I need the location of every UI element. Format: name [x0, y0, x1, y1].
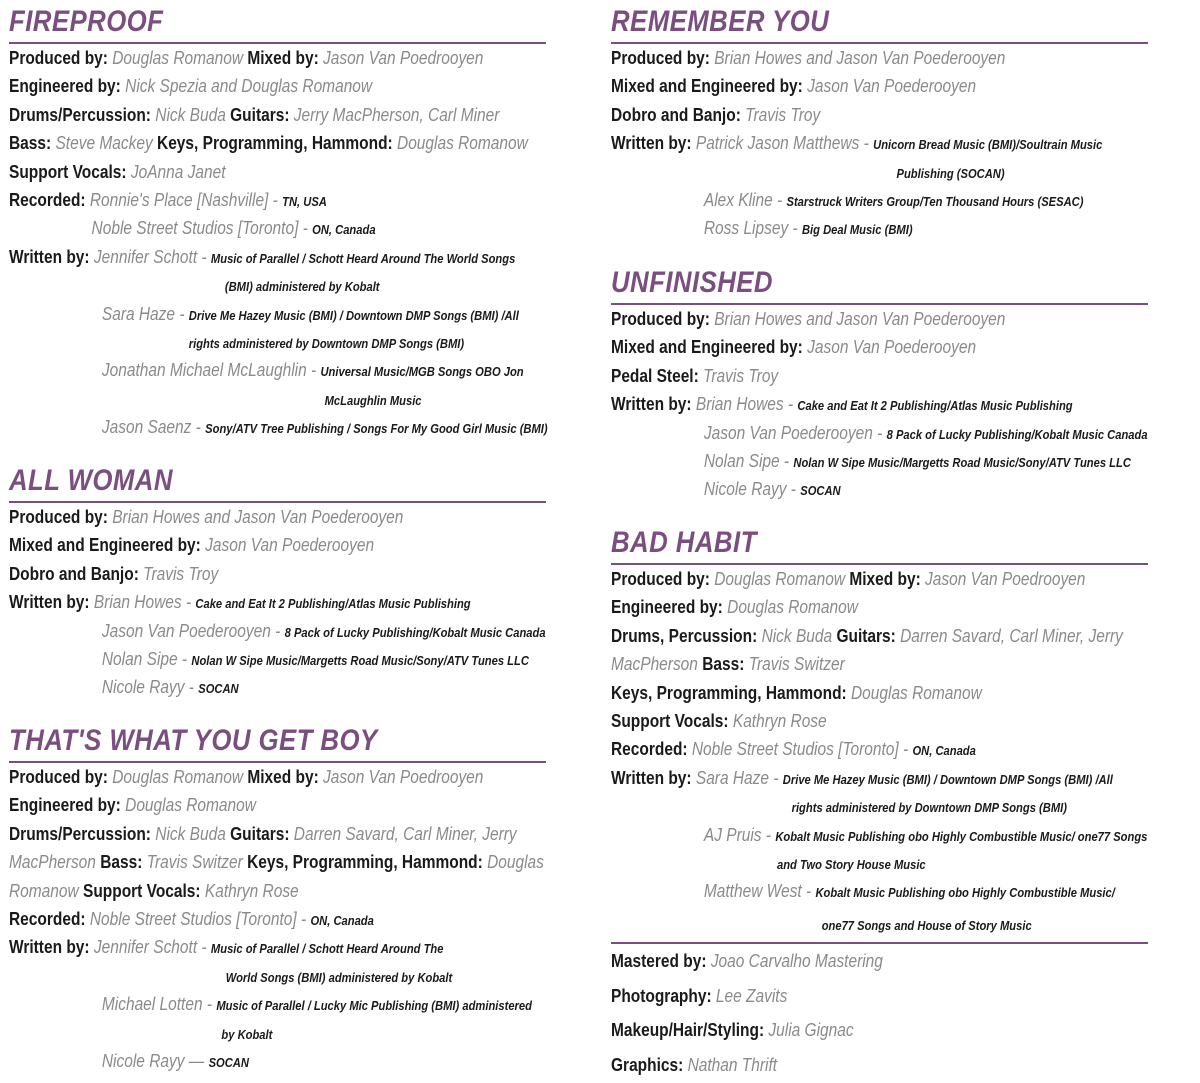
credit-line: Nicole Rayy - SOCAN — [703, 479, 841, 500]
credit-value: Nick Spezia and Douglas Romanow — [125, 76, 373, 97]
song-title: REMEMBER YOU — [611, 5, 830, 38]
writer-name: Matthew West — [703, 881, 802, 902]
writer-name: Jennifer Schott — [93, 246, 198, 267]
credit-label: Support Vocals: — [83, 880, 201, 901]
publisher: rights administered by Downtown DMP Songs (BMI) — [791, 800, 1067, 816]
credit-line: Written by: Brian Howes - Cake and Eat It 2 Publishing/Atlas Music Publishing — [9, 592, 471, 613]
credit-value: Jason Van Poedrooyen — [323, 48, 484, 68]
credit-label: Produced by: — [9, 767, 108, 787]
song-title: UNFINISHED — [611, 266, 773, 299]
credit-line: Sara Haze - Drive Me Hazey Music (BMI) / Downtown DMP Songs (BMI) /All — [101, 303, 519, 324]
credit-value: Jason Van Poedrooyen — [323, 767, 484, 787]
credit-value: Douglas Romanow — [714, 569, 846, 589]
credit-label: Engineered by: — [9, 76, 121, 97]
credit-value: Douglas Romanow — [112, 767, 244, 787]
credit-value: Julia Gignac — [768, 1020, 854, 1041]
publisher: Drive Me Hazey Music (BMI) / Downtown DMP Songs (BMI) /All — [782, 771, 1113, 787]
credit-label: Written by: — [611, 133, 692, 154]
credit-label: Guitars: — [230, 104, 290, 125]
credit-value: Joao Carvalho Mastering — [710, 951, 883, 971]
publisher: SOCAN — [208, 1054, 249, 1070]
writer-name: AJ Pruis — [703, 824, 762, 845]
writer-name: Nicole Rayy — [101, 1050, 185, 1071]
credit-value: Douglas Romanow — [112, 48, 244, 68]
credit-line — [611, 305, 1110, 333]
credit-value: Douglas Romanow — [125, 795, 256, 816]
credit-line — [611, 44, 1110, 72]
publisher: by Kobalt — [221, 1026, 273, 1042]
credit-line — [611, 944, 1110, 979]
credit-label: Mixed and Engineered by: — [611, 76, 803, 97]
credit-value: Darren Savard, Carl Miner, Jerry — [900, 625, 1123, 646]
publisher: one77 Songs and House of Story Music — [821, 917, 1032, 933]
credit-line — [9, 328, 499, 356]
credit-value: Travis Troy — [703, 365, 779, 386]
credit-value: Nick Buda — [155, 823, 226, 844]
credit-value: Nick Buda — [761, 625, 833, 646]
writer-name: Jennifer Schott — [93, 937, 198, 958]
credit-line — [611, 1013, 1110, 1048]
writer-name: Nicole Rayy — [101, 677, 185, 698]
credit-line: Jason Van Poederooyen - 8 Pack of Lucky Publishing/Kobalt Music Canada — [703, 422, 1148, 443]
credit-label: Makeup/Hair/Styling: — [611, 1020, 765, 1041]
credit-label: Mixed by: — [247, 48, 319, 68]
publisher: Sony/ATV Tree Publishing / Songs For My Good Girl Music (BMI) — [205, 421, 548, 437]
credit-label: Keys, Programming, Hammond: — [157, 133, 393, 154]
location: ON, Canada — [912, 743, 976, 759]
credit-value: Steve Mackey — [55, 133, 153, 154]
credit-label: Written by: — [9, 592, 90, 613]
credit-value: Jerry MacPherson, Carl Miner — [293, 104, 500, 125]
credit-label: Mixed and Engineered by: — [9, 535, 201, 556]
credit-value: Ronnie's Place [Nashville] — [89, 189, 269, 210]
credit-value: Travis Switzer — [146, 852, 243, 873]
credit-value: Romanow — [9, 880, 79, 901]
song-unfinished — [611, 263, 1191, 504]
location: ON, Canada — [310, 912, 374, 928]
publisher: Music of Parallel / Lucky Mic Publishing (BMI) administered — [216, 998, 532, 1014]
credit-label: Produced by: — [9, 507, 108, 527]
publisher: Drive Me Hazey Music (BMI) / Downtown DMP Songs (BMI) /All — [188, 307, 519, 323]
writer-name: Jason Van Poederooyen — [703, 422, 873, 443]
credit-value: Kathryn Rose — [204, 880, 299, 901]
publisher: Unicorn Bread Music (BMI)/Soultrain Music — [873, 137, 1103, 153]
credit-label: Dobro and Banjo: — [611, 104, 741, 125]
publisher: Music of Parallel / Schott Heard Around The — [210, 941, 444, 957]
album-credits — [611, 944, 1191, 1083]
credit-label: Support Vocals: — [9, 161, 127, 182]
publisher: Publishing (SOCAN) — [896, 165, 1005, 181]
publisher: Kobalt Music Publishing obo Highly Combustible Music/ — [815, 885, 1115, 901]
credit-value: Brian Howes and Jason Van Poederooyen — [112, 507, 404, 527]
credit-label: Keys, Programming, Hammond: — [247, 852, 483, 873]
credit-label: Written by: — [611, 394, 692, 415]
writer-name: Michael Lotten — [101, 994, 203, 1015]
credit-line — [611, 1048, 1110, 1083]
credit-line — [611, 158, 1110, 186]
credit-line — [9, 848, 544, 876]
credit-line: Alex Kline - Starstruck Writers Group/Ten Thousand Hours (SESAC) — [703, 189, 1084, 210]
publisher: World Songs (BMI) administered by Kobalt — [225, 969, 453, 985]
credit-value: Kathryn Rose — [732, 710, 827, 731]
credit-line — [9, 820, 517, 848]
credit-line: Recorded: Ronnie's Place [Nashville] - TN, USA — [9, 189, 327, 210]
credit-value: Brian Howes and Jason Van Poederooyen — [714, 309, 1006, 329]
credit-line: Recorded: Noble Street Studios [Toronto] - ON, Canada — [9, 908, 374, 929]
credit-line — [611, 333, 1110, 361]
song-title: ALL WOMAN — [9, 464, 173, 497]
credit-line: Nolan Sipe - Nolan W Sipe Music/Margetts Road Music/Sony/ATV Tunes LLC — [101, 648, 529, 669]
credit-label: Bass: — [702, 654, 745, 675]
location: TN, USA — [282, 193, 327, 209]
publisher: SOCAN — [800, 483, 841, 499]
credit-value: MacPherson — [611, 654, 698, 675]
credit-label: Graphics: — [611, 1055, 684, 1076]
publisher: Universal Music/MGB Songs OBO Jon — [320, 364, 524, 380]
credit-value: JoAnna Janet — [130, 161, 226, 182]
credit-line: Written by: Brian Howes - Cake and Eat It 2 Publishing/Atlas Music Publishing — [611, 394, 1073, 415]
publisher: 8 Pack of Lucky Publishing/Kobalt Music Canada — [284, 624, 546, 640]
credit-line: AJ Pruis - Kobalt Music Publishing obo Highly Combustible Music/ one77 Songs — [703, 824, 1148, 845]
song-bad-habit — [611, 523, 1191, 944]
credit-line: Recorded: Noble Street Studios [Toronto] - ON, Canada — [611, 739, 976, 760]
writer-name: Sara Haze — [695, 767, 770, 788]
credit-line — [611, 72, 1110, 100]
credit-line: Jason Saenz - Sony/ATV Tree Publishing / Songs For My Good Girl Music (BMI) — [101, 417, 548, 438]
song-fireproof — [9, 2, 579, 441]
publisher: 8 Pack of Lucky Publishing/Kobalt Music Canada — [886, 426, 1148, 442]
publisher: rights administered by Downtown DMP Songs (BMI) — [188, 335, 465, 351]
credit-label: Mixed by: — [849, 569, 921, 589]
credit-line: Written by: Jennifer Schott - Music of Parallel / Schott Heard Around The — [9, 937, 444, 958]
credit-value: Noble Street Studios [Toronto] — [691, 739, 899, 760]
credit-line — [9, 129, 528, 157]
publisher: Kobalt Music Publishing obo Highly Combustible Music/ one77 Songs — [775, 828, 1148, 844]
credit-line — [9, 1019, 499, 1047]
credit-value: Darren Savard, Carl Miner, Jerry — [293, 823, 517, 844]
credit-line — [9, 560, 499, 588]
song-title: FIREPROOF — [9, 5, 164, 38]
writer-name: Brian Howes — [93, 592, 182, 613]
credit-value: Brian Howes and Jason Van Poederooyen — [714, 48, 1006, 68]
credit-line: Noble Street Studios [Toronto] - ON, Canada — [91, 218, 376, 239]
credit-line: Nolan Sipe - Nolan W Sipe Music/Margetts Road Music/Sony/ATV Tunes LLC — [703, 450, 1131, 471]
credit-value: Jason Van Poederooyen — [205, 535, 375, 556]
credit-label: Engineered by: — [9, 795, 121, 816]
credit-label: Produced by: — [611, 48, 710, 68]
credit-label: Mastered by: — [611, 951, 707, 971]
credit-label: Recorded: — [9, 908, 86, 929]
credit-value: MacPherson — [9, 852, 96, 873]
song-title: BAD HABIT — [611, 526, 757, 559]
writer-name: Patrick Jason Matthews — [695, 133, 860, 154]
credit-line — [9, 531, 499, 559]
publisher: Nolan W Sipe Music/Margetts Road Music/Sony/ATV Tunes LLC — [191, 652, 529, 668]
credit-line: Nicole Rayy — SOCAN — [101, 1050, 249, 1071]
credit-line: Written by: Sara Haze - Drive Me Hazey Music (BMI) / Downtown DMP Songs (BMI) /All — [611, 767, 1113, 788]
credit-label: Mixed and Engineered by: — [611, 337, 803, 358]
credit-line — [9, 763, 499, 791]
credit-label: Bass: — [100, 852, 143, 873]
credit-line — [9, 101, 499, 129]
writer-name: Alex Kline — [703, 189, 773, 210]
credit-line: Written by: Jennifer Schott - Music of Parallel / Schott Heard Around The World Songs — [9, 246, 516, 267]
publisher: Cake and Eat It 2 Publishing/Atlas Music Publishing — [797, 398, 1073, 414]
credit-line — [9, 877, 499, 905]
song-title: THAT'S WHAT YOU GET BOY — [9, 724, 378, 757]
credit-value: Noble Street Studios [Toronto] — [89, 908, 297, 929]
credit-label: Mixed by: — [247, 767, 319, 787]
song-all-woman — [9, 461, 579, 702]
credit-label: Written by: — [9, 937, 90, 958]
credit-line — [9, 271, 499, 299]
writer-name: Nolan Sipe — [101, 648, 178, 669]
publisher: and Two Story House Music — [776, 856, 926, 872]
credit-line — [611, 650, 1110, 678]
location: ON, Canada — [312, 222, 376, 238]
credit-label: Guitars: — [230, 823, 290, 844]
credit-value: Travis Switzer — [748, 654, 845, 675]
credit-label: Written by: — [611, 767, 692, 788]
credit-label: Bass: — [9, 133, 52, 154]
credit-line: Written by: Patrick Jason Matthews - Unicorn Bread Music (BMI)/Soultrain Music — [611, 133, 1103, 154]
writer-name: Jonathan Michael McLaughlin — [101, 360, 307, 381]
credit-label: Photography: — [611, 985, 712, 1006]
credit-line — [9, 791, 499, 819]
credit-label: Produced by: — [611, 569, 710, 589]
credit-value: Douglas Romanow — [727, 597, 858, 618]
credit-line — [611, 979, 1110, 1014]
credit-line — [611, 101, 1110, 129]
credit-label: Drums/Percussion: — [9, 823, 151, 844]
credit-label: Pedal Steel: — [611, 365, 699, 386]
credit-line — [611, 565, 1110, 593]
publisher: Starstruck Writers Group/Ten Thousand Hours (SESAC) — [786, 193, 1084, 209]
credit-line — [9, 44, 499, 72]
credit-label: Keys, Programming, Hammond: — [611, 682, 847, 703]
credit-value: Jason Van Poederooyen — [807, 76, 977, 97]
credit-line: Michael Lotten - Music of Parallel / Lucky Mic Publishing (BMI) administered — [101, 994, 532, 1015]
credit-value: Jason Van Poedrooyen — [925, 569, 1086, 589]
credit-value: Nick Buda — [155, 104, 226, 125]
publisher: Big Deal Music (BMI) — [801, 222, 913, 238]
credit-value: Travis Troy — [745, 104, 821, 125]
publisher: (BMI) administered by Kobalt — [224, 279, 380, 295]
credit-value: Douglas Romanow — [397, 133, 528, 154]
credit-line — [611, 362, 1110, 390]
credit-line: Nicole Rayy - SOCAN — [101, 677, 239, 698]
credit-value: Douglas — [487, 852, 544, 873]
publisher: Nolan W Sipe Music/Margetts Road Music/Sony/ATV Tunes LLC — [793, 454, 1131, 470]
credit-line — [9, 72, 499, 100]
publisher: Cake and Eat It 2 Publishing/Atlas Music Publishing — [195, 596, 471, 612]
song-remember-you — [611, 2, 1191, 243]
writer-name: Nicole Rayy — [703, 479, 787, 500]
credit-value: Noble Street Studios [Toronto] — [91, 218, 299, 239]
credit-line — [611, 849, 1110, 877]
credit-label: Recorded: — [611, 739, 688, 760]
credit-line: Jonathan Michael McLaughlin - Universal Music/MGB Songs OBO Jon — [101, 360, 524, 381]
credit-line — [9, 962, 499, 990]
credit-line — [9, 158, 499, 186]
credit-value: Nathan Thrift — [687, 1055, 778, 1076]
credit-line — [9, 385, 499, 413]
credit-line: Ross Lipsey - Big Deal Music (BMI) — [703, 218, 913, 239]
credit-label: Engineered by: — [611, 597, 723, 618]
credit-label: Drums, Percussion: — [611, 625, 758, 646]
song-thats-what-you-get-boy — [9, 721, 579, 1075]
credit-value: Lee Zavits — [715, 985, 788, 1006]
credit-line — [611, 906, 1110, 942]
credit-line — [9, 503, 499, 531]
credit-label: Produced by: — [611, 309, 710, 329]
writer-name: Ross Lipsey — [703, 218, 789, 239]
credit-line — [611, 792, 1110, 820]
credit-line — [611, 622, 1123, 650]
writer-name: Jason Van Poederooyen — [101, 620, 271, 641]
credit-label: Guitars: — [836, 625, 896, 646]
credit-line: Matthew West - Kobalt Music Publishing obo Highly Combustible Music/ — [703, 881, 1115, 902]
credit-value: Jason Van Poederooyen — [807, 337, 977, 358]
credit-label: Drums/Percussion: — [9, 104, 151, 125]
publisher: McLaughlin Music — [324, 392, 422, 408]
writer-name: Jason Saenz — [101, 417, 192, 438]
credit-line — [611, 679, 1110, 707]
publisher: Music of Parallel / Schott Heard Around The World Songs — [210, 250, 516, 266]
writer-name: Nolan Sipe — [703, 450, 780, 471]
credit-label: Written by: — [9, 246, 90, 267]
credit-line — [611, 593, 1110, 621]
publisher: SOCAN — [198, 681, 239, 697]
credit-value: Douglas Romanow — [851, 682, 982, 703]
credit-label: Recorded: — [9, 189, 86, 210]
writer-name: Brian Howes — [695, 394, 784, 415]
credit-label: Dobro and Banjo: — [9, 563, 139, 584]
credit-label: Produced by: — [9, 48, 108, 68]
credit-line — [611, 707, 1110, 735]
credit-line: Jason Van Poederooyen - 8 Pack of Lucky Publishing/Kobalt Music Canada — [101, 620, 546, 641]
writer-name: Sara Haze — [101, 303, 176, 324]
credit-value: Travis Troy — [143, 563, 219, 584]
credit-label: Support Vocals: — [611, 710, 729, 731]
